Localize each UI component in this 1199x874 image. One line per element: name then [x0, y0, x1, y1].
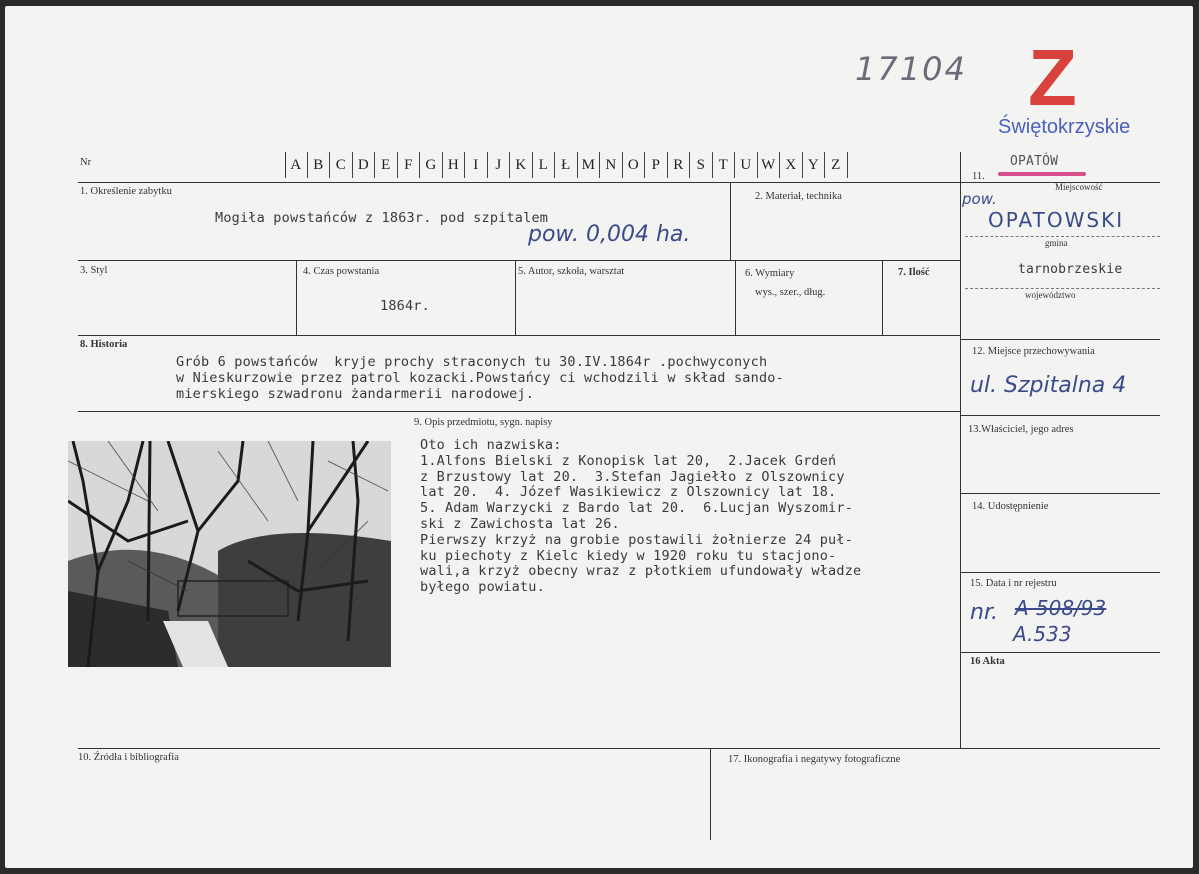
alphabet-letter: T — [713, 152, 736, 178]
register-prefix: nr. — [970, 600, 998, 625]
wojewodztwo-value: tarnobrzeskie — [1018, 262, 1123, 277]
alphabet-letter: O — [623, 152, 646, 178]
alphabet-letter: Y — [803, 152, 826, 178]
description-line: ski z Zawichosta lat 26. — [420, 516, 620, 532]
field-5-label: 5. Autor, szkoła, warsztat — [518, 266, 625, 277]
gmina-prefix: pow. — [962, 190, 997, 208]
field-12-label: 12. Miejsce przechowywania — [972, 346, 1095, 357]
alphabet-letter: E — [375, 152, 398, 178]
description-line: ku piechoty z Kielc kiedy w 1920 roku tu stacjono- — [420, 547, 837, 564]
field-9-label: 9. Opis przedmiotu, sygn. napisy — [414, 417, 553, 428]
history-line-3: mierskiego szwadronu żandarmerii narodowej. — [176, 386, 535, 402]
field-4-label: 4. Czas powstania — [303, 266, 380, 277]
alphabet-letter: C — [330, 152, 353, 178]
register-stamp — [990, 33, 1160, 145]
alphabet-letter: A — [285, 152, 308, 178]
alphabet-letter: Z — [825, 152, 848, 178]
alphabet-letter: F — [398, 152, 421, 178]
field-14-label: 14. Udostępnienie — [972, 501, 1049, 512]
field-1-label: 1. Określenie zabytku — [80, 186, 172, 197]
description-line: 1.Alfons Bielski z Konopisk lat 20, 2.Jacek Grdeń — [420, 452, 837, 469]
alphabet-letter: H — [443, 152, 466, 178]
alphabet-letter: D — [353, 152, 376, 178]
field-13-label: 13.Właściciel, jego adres — [968, 424, 1074, 435]
alphabet-letter: P — [645, 152, 668, 178]
description-line: z Brzustowy lat 20. 3.Stefan Jagiełło z Olszownicy — [420, 468, 845, 485]
field-3-label: 3. Styl — [80, 265, 108, 276]
field-2-label: 2. Materiał, technika — [755, 191, 842, 202]
photo-image — [68, 441, 391, 667]
alphabet-letter: K — [510, 152, 533, 178]
locality-value: OPATÓW — [1010, 154, 1059, 169]
stamp-letter: Z — [1028, 33, 1077, 122]
alphabet-letter: S — [690, 152, 713, 178]
field-17-label: 17. Ikonografia i negatywy fotograficzne — [728, 754, 901, 765]
area-note: pow. 0,004 ha. — [528, 222, 691, 247]
field-6-label: 6. Wymiary — [745, 268, 795, 279]
alphabet-row — [285, 152, 848, 178]
description-line: lat 20. 4. Józef Wasikiewicz z Olszownicy lat 18. — [420, 484, 837, 501]
nr-label: Nr — [80, 157, 92, 168]
alphabet-letter: W — [758, 152, 781, 178]
register-old: A-508/93 — [1015, 596, 1107, 620]
description-line: Pierwszy krzyż na grobie postawili żołnierze 24 puł- — [420, 531, 854, 548]
alphabet-letter: B — [308, 152, 331, 178]
field-10-label: 10. Źródła i bibliografia — [78, 752, 179, 763]
history-line-1: Grób 6 powstańców kryje prochy straconych tu 30.IV.1864r .pochwyconych — [176, 354, 768, 370]
storage-place: ul. Szpitalna 4 — [970, 373, 1127, 398]
field-8-label: 8. Historia — [80, 339, 128, 350]
description-line: wali,a krzyż obecny wraz z płotkiem ufundowały władze — [420, 563, 862, 580]
description-line: byłego powiatu. — [420, 579, 545, 596]
field-6-sub: wys., szer., dług. — [755, 287, 826, 298]
alphabet-letter: U — [735, 152, 758, 178]
alphabet-letter: Ł — [555, 152, 578, 178]
alphabet-letter: R — [668, 152, 691, 178]
grave-photo — [68, 441, 391, 667]
field-15-label: 15. Data i nr rejestru — [970, 578, 1057, 589]
history-line-2: w Nieskurzowie przez patrol kozacki.Powstańcy ci wchodzili w skład sando- — [176, 370, 784, 386]
alphabet-letter: G — [420, 152, 443, 178]
field-16-label: 16 Akta — [970, 656, 1005, 667]
field-11-label: 11. — [972, 171, 985, 182]
stamp-region: Świętokrzyskie — [998, 116, 1131, 138]
alphabet-letter: J — [488, 152, 511, 178]
locality-label: Miejscowość — [1055, 182, 1103, 192]
archive-number: 17104 — [855, 50, 967, 88]
alphabet-letter: M — [578, 152, 601, 178]
object-name: Mogiła powstańców z 1863r. pod szpitalem — [215, 210, 549, 226]
gmina-value: OPATOWSKI — [988, 208, 1125, 232]
wojewodztwo-label: województwo — [1025, 290, 1076, 300]
creation-date: 1864r. — [380, 298, 430, 314]
alphabet-letter: L — [533, 152, 556, 178]
locality-highlight — [998, 172, 1086, 176]
alphabet-letter: N — [600, 152, 623, 178]
description-line: 5. Adam Warzycki z Bardo lat 20. 6.Lucjan Wyszomir- — [420, 500, 854, 517]
field-7-label: 7. Ilość — [898, 267, 930, 278]
description-line: Oto ich nazwiska: — [420, 437, 562, 453]
alphabet-letter: I — [465, 152, 488, 178]
gmina-label: gmina — [1045, 238, 1068, 248]
register-new: A.533 — [1013, 622, 1072, 646]
alphabet-letter: X — [780, 152, 803, 178]
